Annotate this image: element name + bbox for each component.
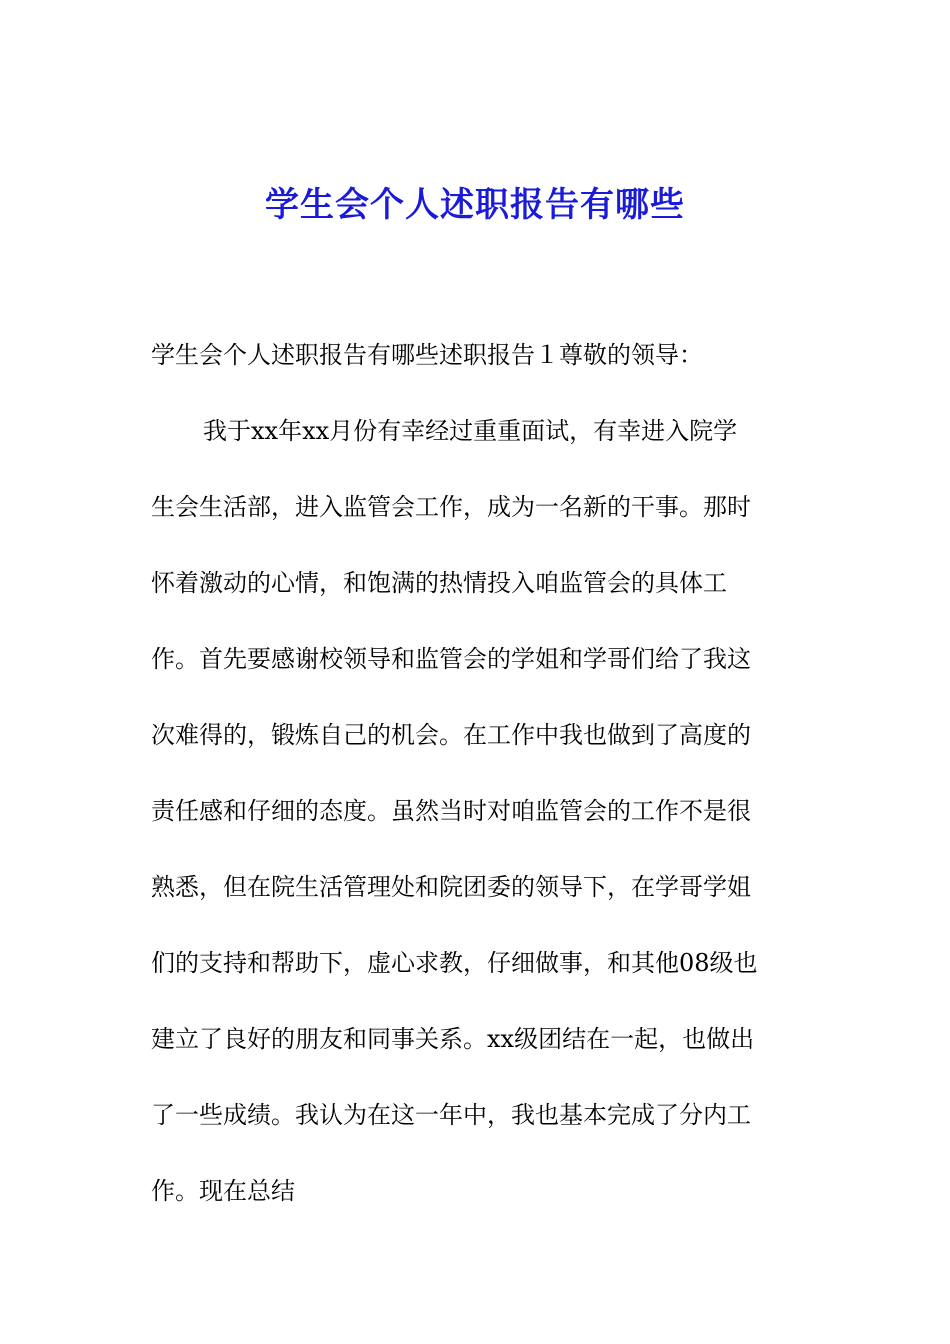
body-line: 建立了良好的朋友和同事关系。xx级团结在一起，也做出 — [151, 1025, 755, 1053]
body-line: 们的支持和帮助下，虚心求教，仔细做事，和其他08级也 — [151, 949, 758, 977]
body-line: 学生会个人述职报告有哪些述职报告１尊敬的领导： — [151, 341, 703, 369]
body-line: 熟悉，但在院生活管理处和院团委的领导下，在学哥学姐 — [151, 873, 751, 901]
body-line: 责任感和仔细的态度。虽然当时对咱监管会的工作不是很 — [151, 797, 751, 825]
document-title: 学生会个人述职报告有哪些 — [265, 185, 685, 225]
body-line: 作。现在总结 — [151, 1177, 295, 1205]
document-body — [151, 334, 801, 1246]
body-line: 次难得的，锻炼自己的机会。在工作中我也做到了高度的 — [151, 721, 751, 749]
body-line: 怀着激动的心情，和饱满的热情投入咱监管会的具体工 — [151, 569, 727, 597]
body-line: 生会生活部，进入监管会工作，成为一名新的干事。那时 — [151, 493, 751, 521]
body-line: 我于xx年xx月份有幸经过重重面试，有幸进入院学 — [203, 417, 738, 445]
body-line: 作。首先要感谢校领导和监管会的学姐和学哥们给了我这 — [151, 645, 751, 673]
body-line: 了一些成绩。我认为在这一年中，我也基本完成了分内工 — [151, 1101, 751, 1129]
